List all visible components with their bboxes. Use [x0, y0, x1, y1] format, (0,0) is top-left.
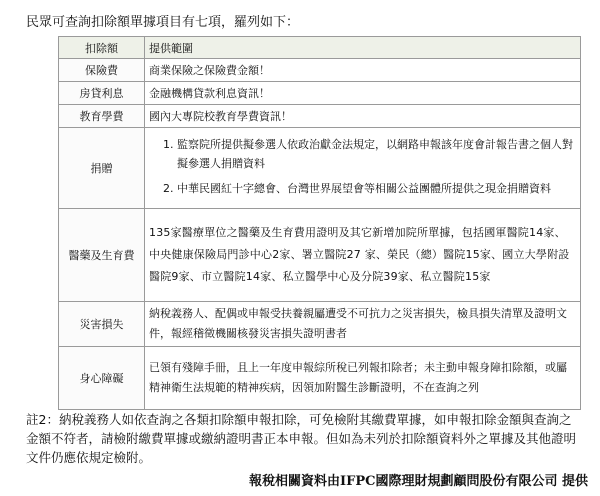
category-cell: 捐贈: [59, 128, 145, 209]
table-row: [59, 128, 581, 209]
header-scope: 提供範圍: [145, 37, 581, 59]
description-cell: [145, 128, 581, 209]
description-cell: 已領有殘障手冊，且上一年度申報綜所稅已列報扣除者；未主動申報身障扣除額，或屬精神衛生法規範的精神疾病，因領加附醫生診斷證明，不在查詢之列: [145, 347, 581, 410]
category-cell: 保險費: [59, 59, 145, 82]
credit-line: 報稅相關資料由IFPC國際理財規劃顧問股份有限公司 提供: [249, 474, 588, 489]
table-row: [59, 302, 581, 347]
table-row: [59, 59, 581, 82]
donation-list: [149, 135, 576, 198]
description-cell: 金融機構貸款利息資訊！: [145, 82, 581, 105]
list-item: 2. 中華民國紅十字總會、台灣世界展望會等相關公益團體所提供之現金捐贈資料: [177, 179, 576, 198]
table-row: [59, 82, 581, 105]
table-row: [59, 105, 581, 128]
table-header-row: [59, 37, 581, 59]
list-item: 1. 監察院所提供擬參選人依政治獻金法規定，以網路申報該年度會計報告書之個人對擬參選人捐贈資料: [177, 135, 576, 173]
category-cell: 災害損失: [59, 302, 145, 347]
description-cell: 135家醫療單位之醫藥及生育費用證明及其它新增加院所單據，包括國軍醫院14家、中央健康保險局門診中心2家、署立醫院27 家、榮民（總）醫院15家、國立大學附設醫院9家、市立醫院14家、私立醫學中心及分院39家、私立醫院15家: [145, 209, 581, 302]
category-cell: 醫藥及生育費: [59, 209, 145, 302]
header-deduction: 扣除額: [59, 37, 145, 59]
category-cell: 教育學費: [59, 105, 145, 128]
intro-text: 民眾可查詢扣除額單據項目有七項，羅列如下：: [26, 15, 300, 30]
table-row: [59, 347, 581, 410]
category-cell: 身心障礙: [59, 347, 145, 410]
description-cell: 商業保險之保險費金額！: [145, 59, 581, 82]
category-cell: 房貸利息: [59, 82, 145, 105]
deduction-table: [58, 36, 581, 410]
description-cell: 國內大專院校教育學費資訊！: [145, 105, 581, 128]
table-row: [59, 209, 581, 302]
note-text: 註2：納稅義務人如依查詢之各類扣除額申報扣除，可免檢附其繳費單據，如申報扣除金額與查詢之金額不符者，請檢附繳費單據或繳納證明書正本申報。但如為未列於扣除額資料外之單據及其他證明文件仍應依規定檢附。: [26, 412, 577, 465]
description-cell: 納稅義務人、配偶或申報受扶養親屬遭受不可抗力之災害損失，檢具損失清單及證明文件，報經稽徵機關核發災害損失證明書者: [145, 302, 581, 347]
